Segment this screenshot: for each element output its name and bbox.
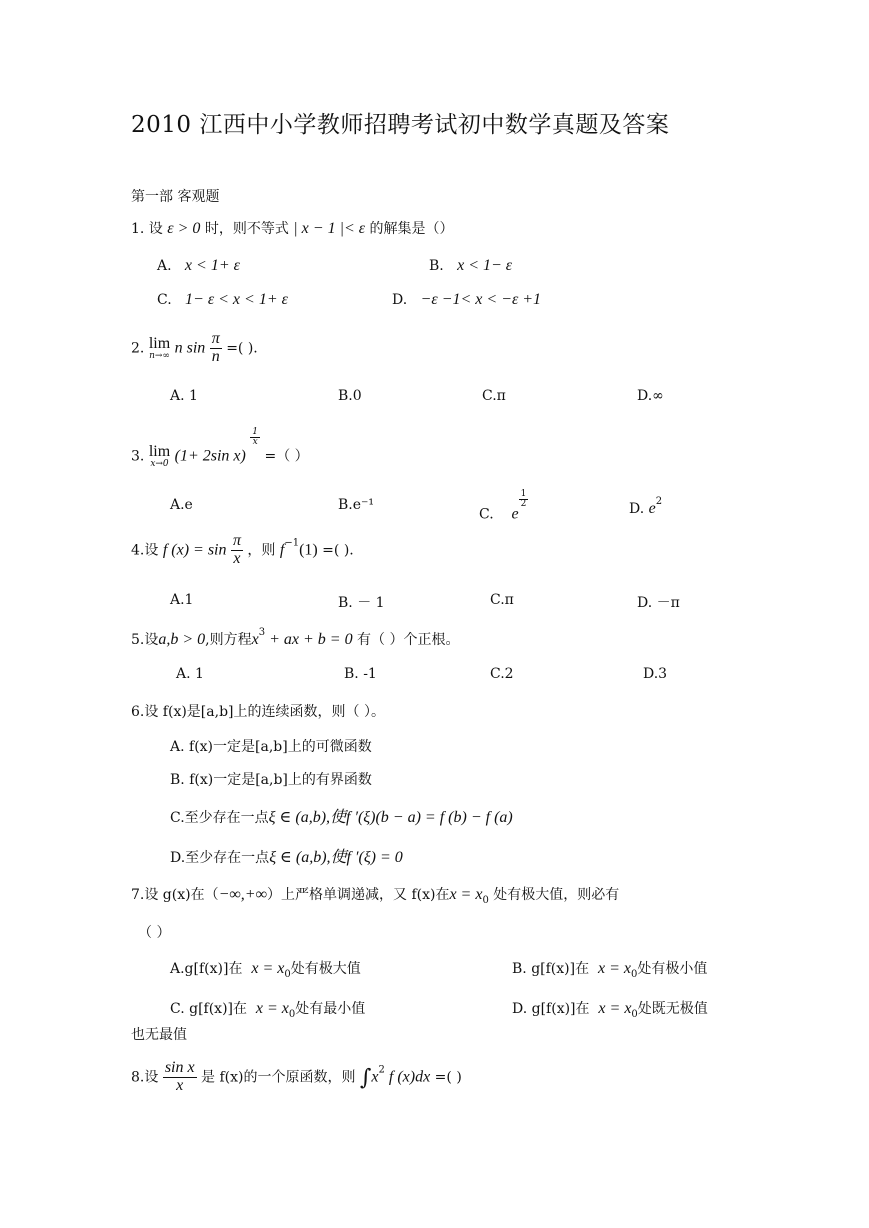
q3-prefix: 3. <box>131 448 145 465</box>
question-1 <box>131 218 454 238</box>
q1-option-a-math: x < 1+ ε <box>184 257 240 274</box>
q4-option-c: C.π <box>490 592 514 608</box>
question-2 <box>131 331 258 366</box>
q7-option-d-text: D. g[f(x)]在 <box>512 1001 590 1017</box>
q3-option-c <box>479 490 528 523</box>
q4-prefix: 4.设 <box>131 542 159 559</box>
q6-option-d-text: D.至少存在一点 <box>170 850 270 866</box>
q3-expression: (1+ 2sin x) <box>174 447 246 465</box>
q7-option-d-continuation: 也无最值 <box>131 1027 187 1043</box>
q1-option-d-math: −ε −1< x < −ε +1 <box>420 291 542 308</box>
q4-fraction <box>231 533 243 568</box>
q4-inverse-argument: (1) <box>299 541 318 559</box>
q7-point: x = x <box>449 886 483 903</box>
q7-option-b <box>512 958 707 980</box>
q1-option-c-label: C. <box>157 292 172 308</box>
q7-interval: −∞,+∞ <box>218 886 267 903</box>
q7-option-d-tail: 处既无极值 <box>637 1001 708 1017</box>
q8-fraction <box>163 1060 197 1095</box>
q5-prefix: 5.设 <box>131 632 159 648</box>
q8-mid: 是 f(x)的一个原函数，则 <box>201 1069 356 1086</box>
q5-equation-rest: + ax + b = 0 <box>265 631 353 648</box>
q1-option-b <box>429 257 512 275</box>
q7-option-a <box>170 958 361 980</box>
q2-limit <box>149 336 170 361</box>
q7-answer-paren: （ ） <box>138 925 171 941</box>
q6-option-d <box>170 844 403 867</box>
q5-equation-x: x <box>251 631 259 648</box>
q7-option-c-tail: 处有最小值 <box>295 1001 366 1017</box>
q7-stem-a: 7.设 g(x)在（ <box>131 887 219 903</box>
q7-option-c-subscript: 0 <box>288 1008 296 1020</box>
q4-option-d: D. －π <box>637 595 680 611</box>
q3-option-b: B.e⁻¹ <box>338 497 375 513</box>
q6-option-d-math: ξ ∈ (a,b),使f ′(ξ) = 0 <box>269 849 403 866</box>
q2-lim-word: lim <box>148 334 171 352</box>
q8-integrand-exponent: 2 <box>378 1064 385 1076</box>
q1-option-a-label: A. <box>157 258 172 274</box>
q7-option-d <box>512 998 708 1020</box>
q7-option-b-tail: 处有极小值 <box>637 961 708 977</box>
q7-option-a-subscript: 0 <box>284 968 291 980</box>
q3-exponent <box>250 428 260 448</box>
q1-option-c <box>157 291 288 309</box>
integral-sign-icon: ∫ <box>359 1065 372 1091</box>
q3-option-c-exp-num: 1 <box>520 489 527 499</box>
q8-prefix: 8.设 <box>131 1069 159 1086</box>
q6-option-c-math: ξ ∈ (a,b),使f ′(ξ)(b − a) = f (b) − f (a) <box>268 809 513 826</box>
q7-option-c-text: C. g[f(x)]在 <box>170 1001 247 1017</box>
page-title: 2010 江西中小学教师招聘考试初中数学真题及答案 <box>131 112 670 138</box>
q2-fraction <box>210 331 222 366</box>
q2-fraction-numerator: π <box>211 330 220 347</box>
q6-option-a: A. f(x)一定是[a,b]上的可微函数 <box>170 739 372 755</box>
q5-option-a: A. 1 <box>176 666 204 682</box>
q3-option-d-base: e <box>648 500 656 517</box>
q7-option-a-tail: 处有极大值 <box>290 961 361 977</box>
q4-option-b: B. － 1 <box>338 595 385 611</box>
q3-lim-word: lim <box>148 442 171 460</box>
question-7 <box>131 884 619 906</box>
q5-option-b: B. -1 <box>344 666 377 682</box>
q1-option-b-label: B. <box>429 258 444 274</box>
question-6: 6.设 f(x)是[a,b]上的连续函数，则（ ）。 <box>131 704 385 720</box>
q7-point-subscript: 0 <box>482 894 489 906</box>
q8-suffix: =( ) <box>434 1069 462 1086</box>
q2-option-c: C.π <box>482 388 506 404</box>
q1-suffix: 的解集是（） <box>369 221 454 237</box>
q2-prefix: 2. <box>131 340 145 357</box>
q7-option-d-point: x = x <box>598 1000 632 1017</box>
q7-option-b-text: B. g[f(x)]在 <box>512 961 590 977</box>
q5-mid: ,则方程 <box>205 632 252 648</box>
q3-limit <box>149 444 170 469</box>
q2-expression: n sin <box>174 339 206 357</box>
q7-option-a-point: x = x <box>251 960 285 977</box>
q3-option-c-exponent <box>519 490 529 510</box>
q7-stem-c: 处有极大值，则必有 <box>488 887 620 903</box>
q3-option-a: A.e <box>170 497 193 513</box>
question-3 <box>131 428 309 469</box>
q1-option-c-math: 1− ε < x < 1+ ε <box>185 291 288 308</box>
q7-option-b-subscript: 0 <box>630 968 638 980</box>
question-4 <box>131 533 354 568</box>
q5-suffix: 有（ ）个正根。 <box>357 632 460 648</box>
q2-lim-subscript: n→∞ <box>149 350 170 361</box>
q6-option-c <box>170 804 513 827</box>
q4-option-a: A.1 <box>170 592 194 608</box>
q1-condition: ε > 0 <box>167 220 201 237</box>
q3-option-c-label: C. <box>479 506 494 523</box>
q4-fraction-numerator: π <box>232 532 241 549</box>
q7-option-c <box>170 998 365 1020</box>
q4-function: f (x) = sin <box>162 541 227 559</box>
q3-exponent-denominator: x <box>252 437 258 448</box>
q1-prefix: 1. 设 <box>131 221 163 237</box>
q3-option-c-exp-den: 2 <box>520 499 527 510</box>
q1-mid: 时，则不等式 <box>204 221 289 237</box>
q1-option-d <box>392 291 541 309</box>
q8-fraction-numerator: sin x <box>164 1059 195 1076</box>
q7-option-a-text: A.g[f(x)]在 <box>170 961 243 977</box>
q4-suffix: =( ). <box>322 542 354 559</box>
q4-inverse-exponent: −1 <box>284 537 300 549</box>
q2-option-b: B.0 <box>338 388 362 404</box>
q2-option-a: A. 1 <box>170 388 198 404</box>
q1-option-a <box>157 257 240 275</box>
q7-option-d-subscript: 0 <box>631 1008 638 1020</box>
q7-option-b-point: x = x <box>597 960 631 977</box>
q8-integrand-rest: f (x)dx <box>384 1068 431 1086</box>
q3-suffix: =（ ） <box>264 448 309 465</box>
q3-option-d-label: D. <box>629 501 645 517</box>
q2-suffix: =( ). <box>226 340 258 357</box>
q4-fraction-denominator: x <box>233 549 241 567</box>
q1-inequality: | x − 1 |< ε <box>293 220 366 237</box>
section-heading: 第一部 客观题 <box>131 189 220 205</box>
q2-option-d: D.∞ <box>637 388 664 404</box>
q6-option-b: B. f(x)一定是[a,b]上的有界函数 <box>170 772 372 788</box>
q5-equation-exponent: 3 <box>258 627 266 638</box>
q3-option-d-exponent: 2 <box>655 496 663 507</box>
q4-inverse: f <box>279 541 285 559</box>
q1-option-d-label: D. <box>392 292 408 308</box>
q8-integrand-x: x <box>371 1068 379 1086</box>
question-5 <box>131 627 460 649</box>
q6-option-c-text: C.至少存在一点 <box>170 810 269 826</box>
q8-fraction-denominator: x <box>176 1076 184 1094</box>
q7-stem-b: ）上严格单调递减，又 f(x)在 <box>267 887 450 903</box>
q5-option-c: C.2 <box>490 666 514 682</box>
q4-mid: ，则 <box>247 542 276 559</box>
q7-option-c-point: x = x <box>255 1000 289 1017</box>
q3-exponent-numerator: 1 <box>252 427 259 437</box>
q5-option-d: D.3 <box>643 666 668 682</box>
q5-condition: a,b > 0 <box>158 631 206 648</box>
q3-option-c-base: e <box>511 505 519 523</box>
q3-lim-subscript: x→0 <box>150 458 169 469</box>
question-8 <box>131 1060 462 1095</box>
q3-option-d <box>629 496 662 518</box>
q2-fraction-denominator: n <box>211 347 220 365</box>
q1-option-b-math: x < 1− ε <box>457 257 513 274</box>
